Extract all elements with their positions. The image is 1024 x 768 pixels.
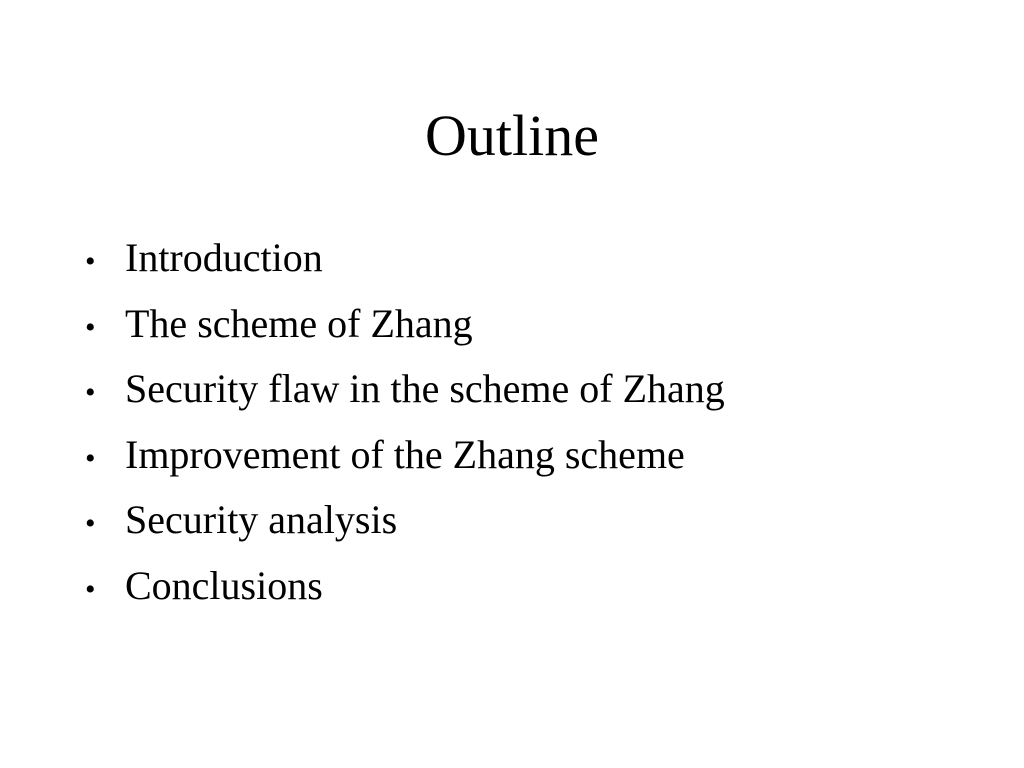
bullet-icon: • <box>85 245 96 278</box>
slide-title: Outline <box>425 103 599 168</box>
list-item <box>85 422 725 488</box>
list-item-text: Security analysis <box>125 497 398 542</box>
list-item-text: Security flaw in the scheme of Zhang <box>125 366 725 411</box>
list-item-text: Conclusions <box>125 562 323 608</box>
bullet-icon: • <box>85 376 96 409</box>
outline-list <box>85 225 725 618</box>
bullet-icon: • <box>85 507 96 540</box>
list-item <box>85 356 725 422</box>
bullet-icon: • <box>85 441 96 475</box>
bullet-icon: • <box>85 310 96 344</box>
list-item-text: The scheme of Zhang <box>125 300 473 346</box>
list-item-text: Introduction <box>125 235 323 280</box>
list-item <box>85 225 725 291</box>
bullet-icon: • <box>85 572 96 606</box>
list-item <box>85 553 725 619</box>
list-item <box>85 487 725 553</box>
list-item <box>85 291 725 357</box>
list-item-text: Improvement of the Zhang scheme <box>125 431 685 477</box>
